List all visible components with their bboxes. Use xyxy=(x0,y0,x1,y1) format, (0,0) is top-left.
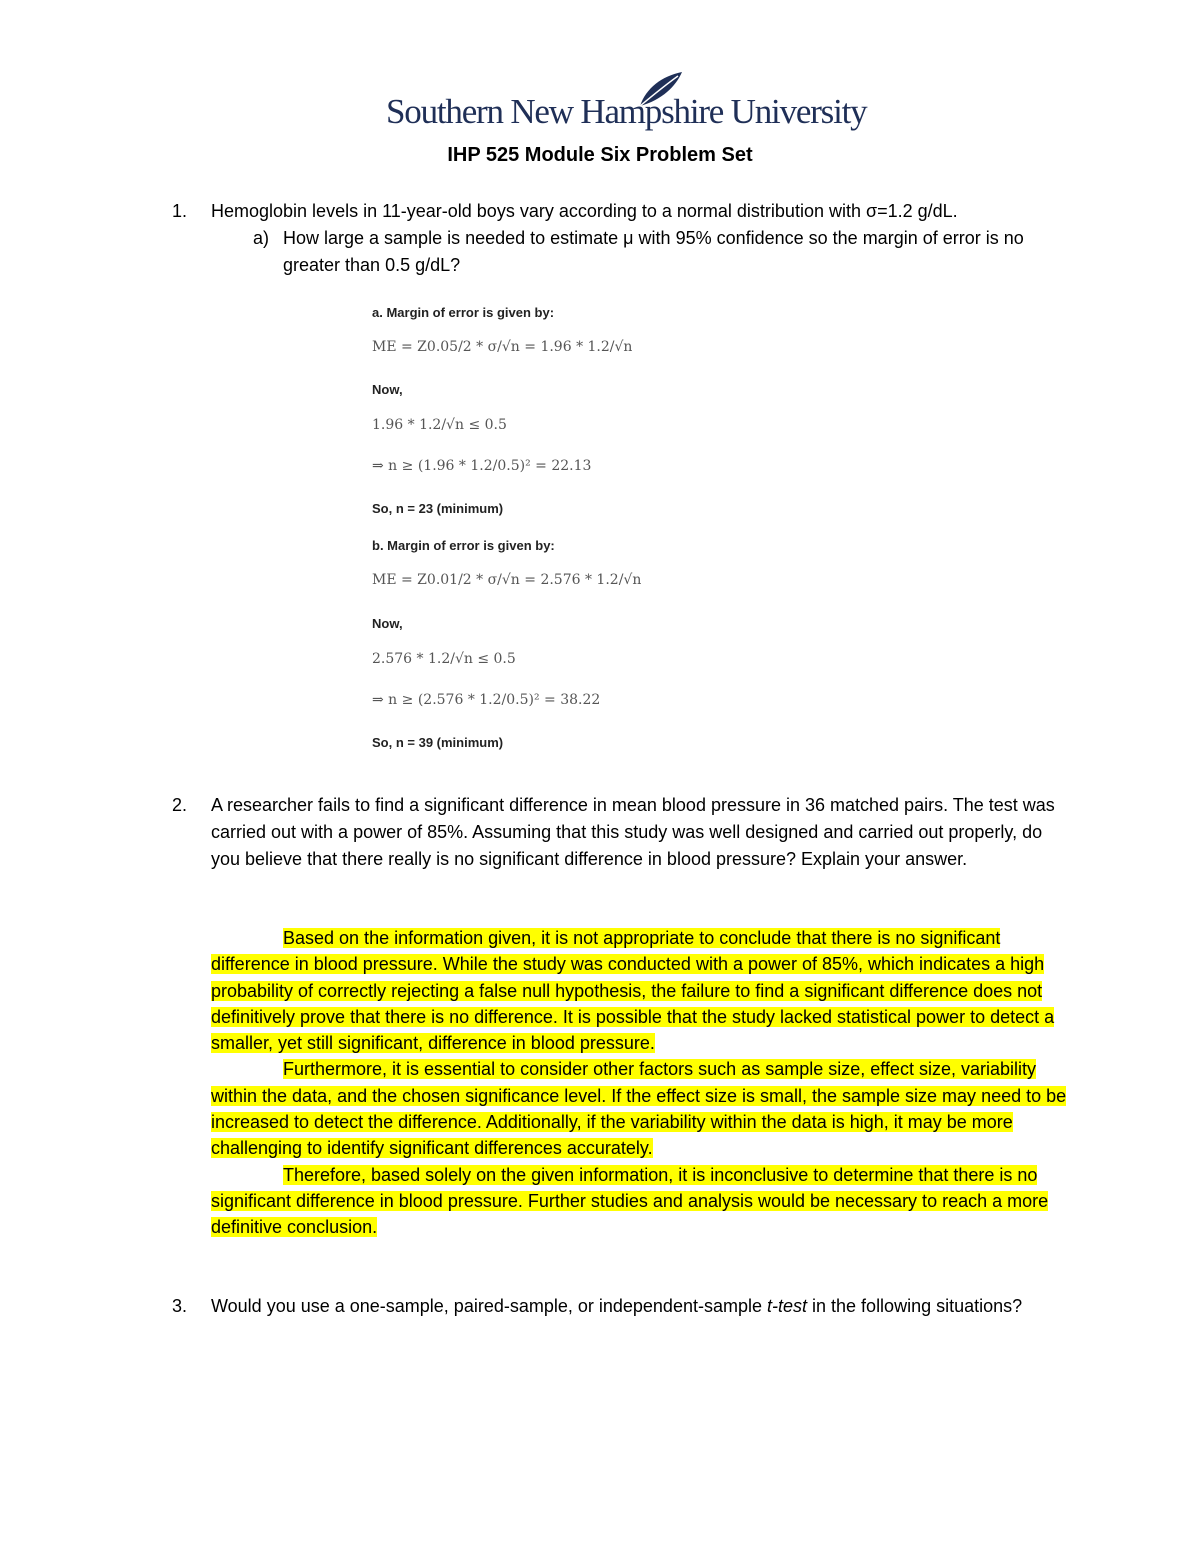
answer-paragraph-1: Based on the information given, it is not appropriate to conclude that there is no significant difference in blood pressure. While the study was conducted with a power of 85%, which indicates a high probability of correctly rejecting a false null hypothesis, the failure to find a significant difference does not definitively prove that there is no difference. It is possible that the study lacked statistical power to detect a smaller, yet still significant, difference in blood pressure. xyxy=(211,928,1055,1054)
answer-block xyxy=(211,925,1071,1241)
university-logo xyxy=(386,70,867,140)
question-3-number: 3. xyxy=(172,1296,188,1316)
solution-b-label: b. Margin of error is given by: xyxy=(372,538,555,553)
answer-paragraph-3: Therefore, based solely on the given information, it is inconclusive to determine that there is no significant difference in blood pressure. Further studies and analysis would be necessary to reach a more definitive conclusion. xyxy=(211,1164,1049,1238)
solution-b-result: So, n = 39 (minimum) xyxy=(372,735,504,750)
solution-a-result: So, n = 23 (minimum) xyxy=(372,501,504,516)
question-1a-label: a) xyxy=(253,228,270,248)
university-name: Southern New Hampshire University xyxy=(386,92,867,131)
solution-a-now: Now, xyxy=(372,382,403,397)
solution-a-equation-1: ME = Z0.05/2 * σ/√n = 1.96 * 1.2/√n xyxy=(372,339,633,355)
solution-a-equation-3: ⇒ n ≥ (1.96 * 1.2/0.5)² = 22.13 xyxy=(372,458,592,474)
question-3-text: Would you use a one-sample, paired-sample, or independent-sample t-test in the following situations? xyxy=(211,1296,1023,1316)
page-title: IHP 525 Module Six Problem Set xyxy=(447,144,753,166)
question-1-text: Hemoglobin levels in 11-year-old boys vary according to a normal distribution with σ=1.2 g/dL. xyxy=(211,201,958,221)
answer-paragraph-2: Furthermore, it is essential to consider other factors such as sample size, effect size, variability within the data, and the chosen significance level. If the effect size is small, the sample size may need to be increased to detect the difference. Additionally, if the variability within the data is high, it may be more challenging to identify significant differences accurately. xyxy=(211,1059,1067,1159)
question-2-text: A researcher fails to find a significant difference in mean blood pressure in 36 matched pairs. The test was carried out with a power of 85%. Assuming that this study was well designed and carried out properly, do you believe that there really is no significant difference in blood pressure? Explain your answer. xyxy=(211,795,1055,869)
solution-a-label: a. Margin of error is given by: xyxy=(372,305,555,320)
question-1-number: 1. xyxy=(172,201,188,221)
solution-b-equation-2: 2.576 * 1.2/√n ≤ 0.5 xyxy=(372,651,516,667)
t-test-term: t-test xyxy=(767,1296,808,1316)
solution-b-now: Now, xyxy=(372,616,403,631)
question-1a-text: How large a sample is needed to estimate μ with 95% confidence so the margin of error is no greater than 0.5 g/dL? xyxy=(283,228,1024,275)
solution-b-equation-3: ⇒ n ≥ (2.576 * 1.2/0.5)² = 38.22 xyxy=(372,692,601,708)
question-2-number: 2. xyxy=(172,795,188,815)
solution-a-equation-2: 1.96 * 1.2/√n ≤ 0.5 xyxy=(372,417,507,433)
solution-b-equation-1: ME = Z0.01/2 * σ/√n = 2.576 * 1.2/√n xyxy=(372,572,642,588)
